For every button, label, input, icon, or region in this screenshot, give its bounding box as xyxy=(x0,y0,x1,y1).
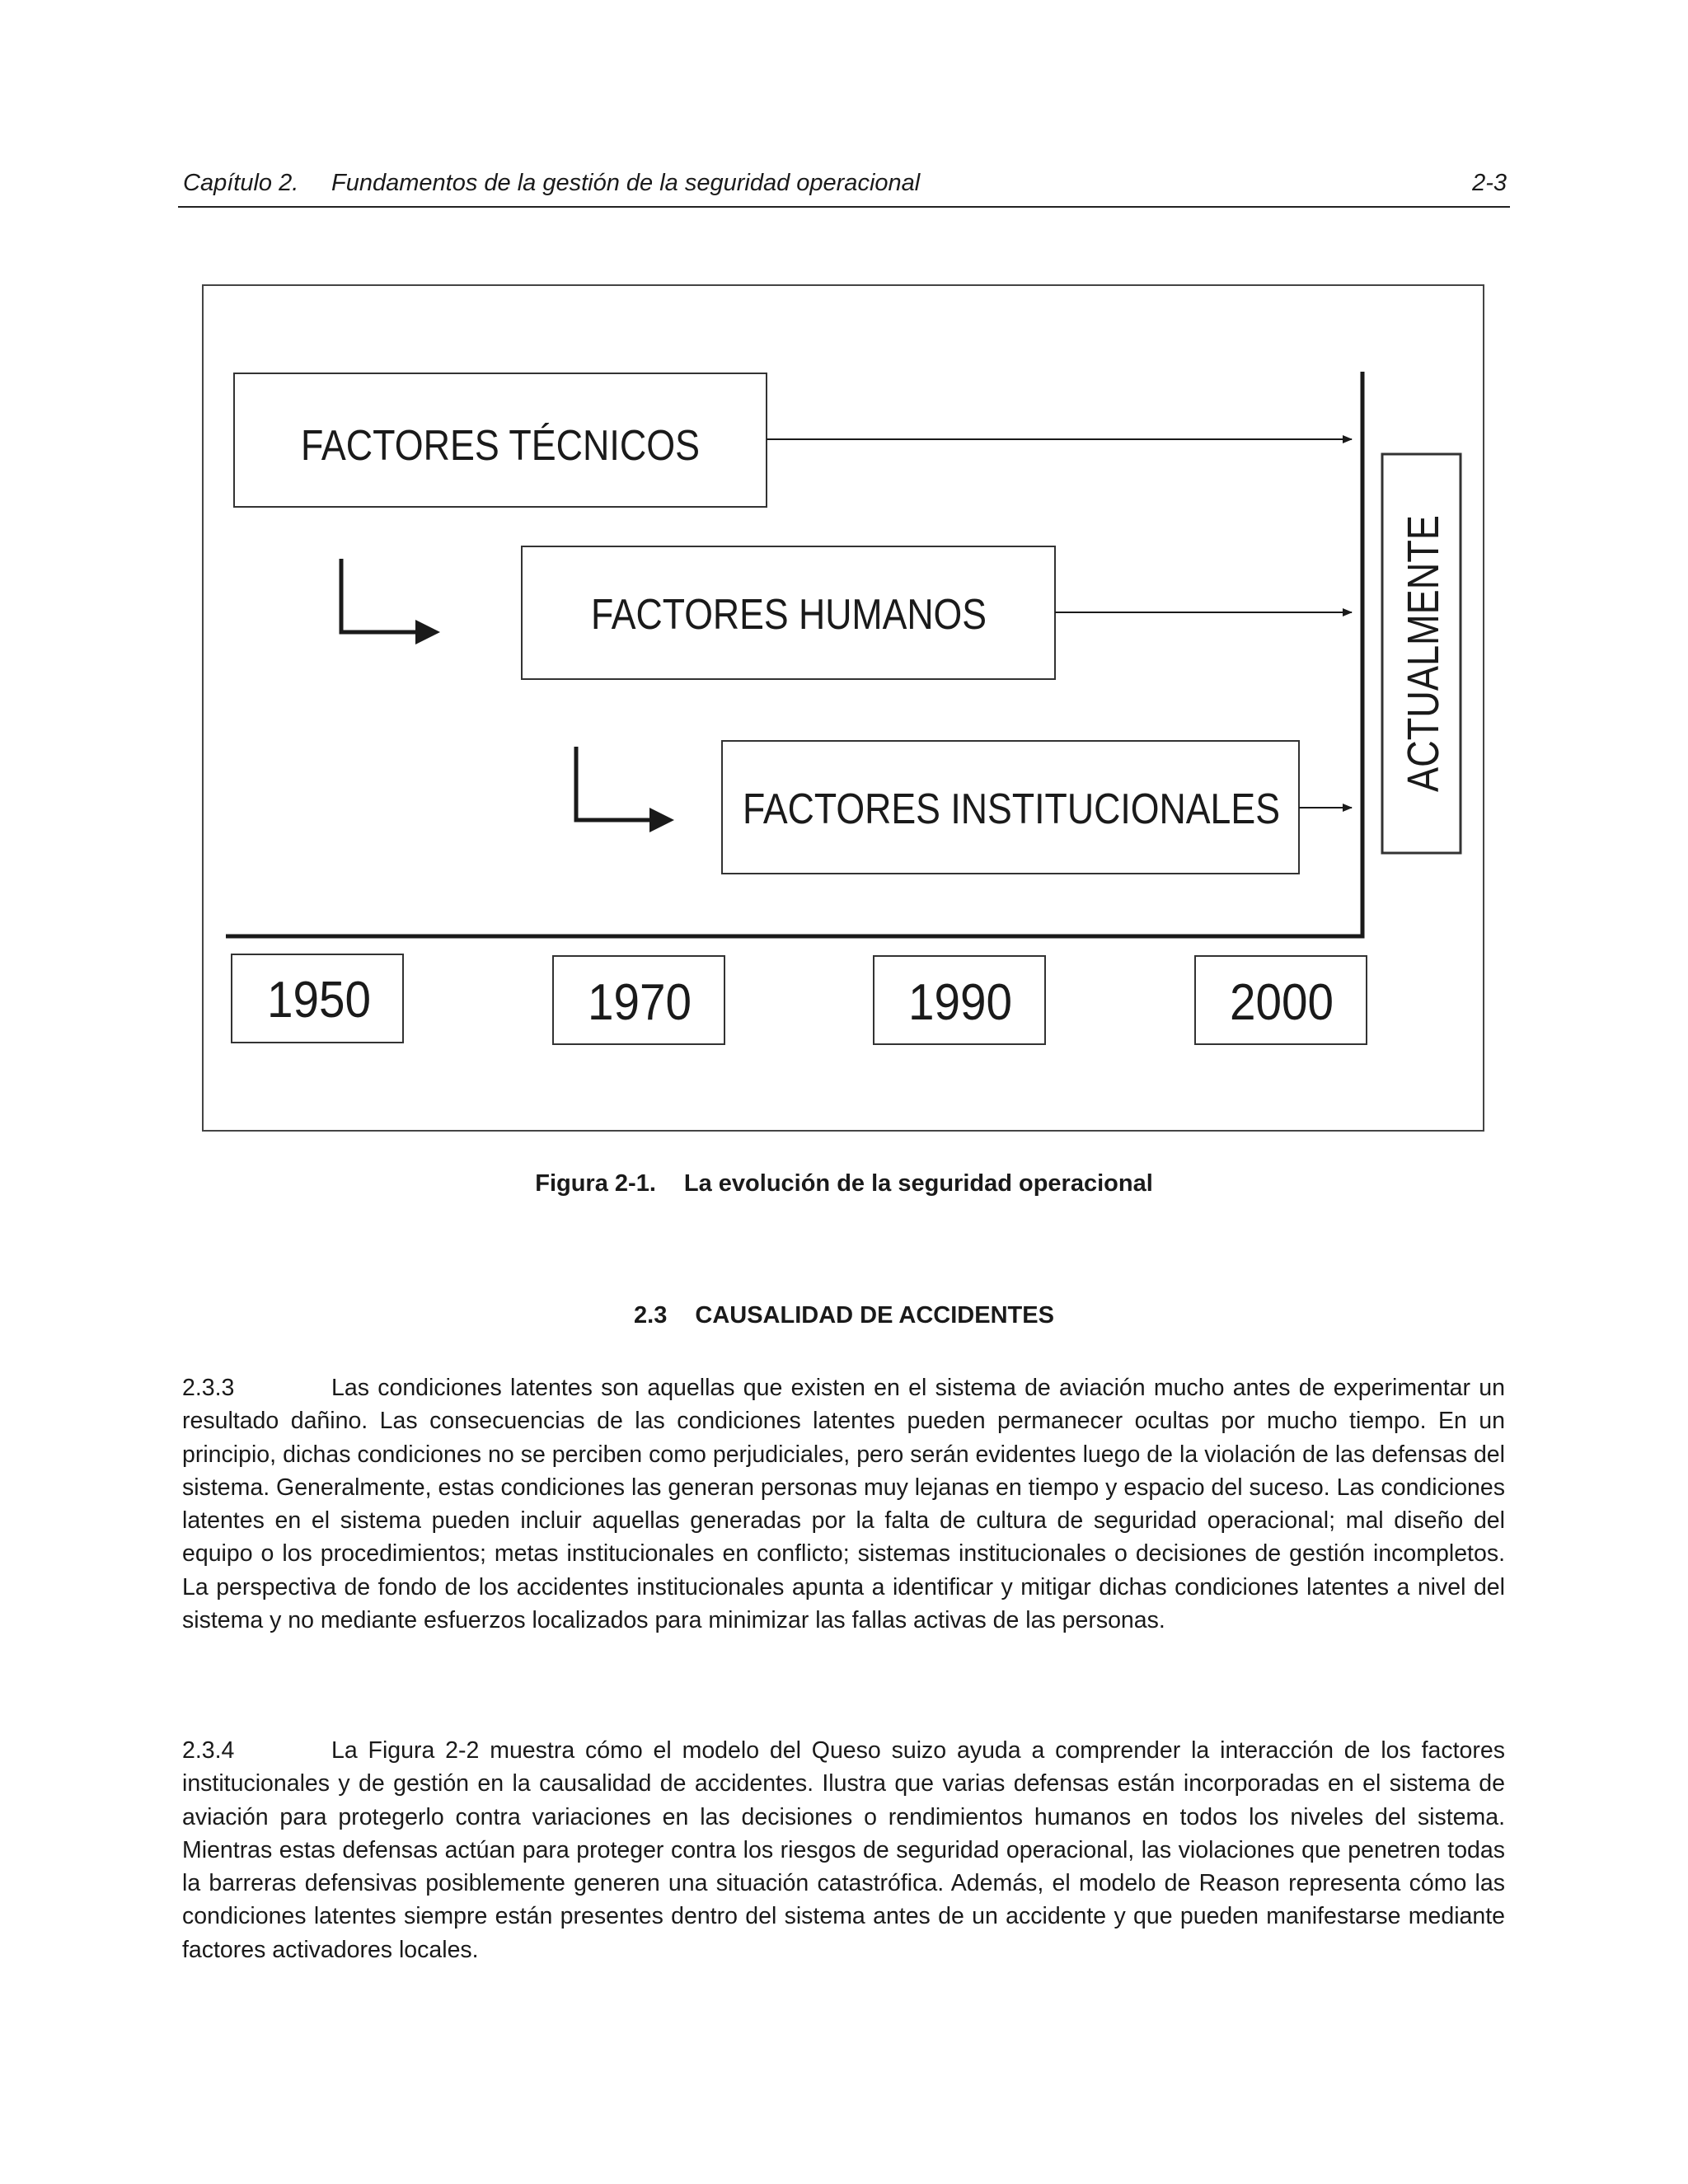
paragraph-2-3-4 xyxy=(182,1734,1505,1966)
paragraph-2-3-3 xyxy=(182,1371,1505,1637)
header-chapter: Capítulo 2. xyxy=(183,170,299,196)
figure-caption xyxy=(0,1170,1688,1197)
header-title: Fundamentos de la gestión de la seguridad operacional xyxy=(331,170,921,196)
section-title: CAUSALIDAD DE ACCIDENTES xyxy=(695,1302,1054,1329)
bent-arrow-1 xyxy=(341,559,440,644)
section-number: 2.3 xyxy=(634,1302,668,1329)
header-page-number: 2-3 xyxy=(1472,170,1507,196)
paragraph-number: 2.3.3 xyxy=(182,1375,235,1401)
paragraph-number: 2.3.4 xyxy=(182,1737,235,1764)
label-now: ACTUALMENTE xyxy=(1399,460,1448,792)
label-institutional-factors: FACTORES INSTITUCIONALES xyxy=(743,785,1280,833)
label-technical-factors: FACTORES TÉCNICOS xyxy=(301,422,700,470)
label-human-factors: FACTORES HUMANOS xyxy=(591,591,987,639)
year-label-1990: 1990 xyxy=(908,974,1012,1031)
figure-caption-text: La evolución de la seguridad operacional xyxy=(683,1170,1153,1197)
year-label-2000: 2000 xyxy=(1230,974,1334,1031)
figure-caption-number: Figura 2-1. xyxy=(535,1170,656,1197)
bent-arrow-2 xyxy=(576,747,674,832)
year-label-1970: 1970 xyxy=(588,974,692,1031)
paragraph-text: La Figura 2-2 muestra cómo el modelo del Queso suizo ayuda a comprender la interacción de los factores institucionales y de gestión en la causalidad de accidentes. Ilustra que varias defensas están incorporadas en el sistema de aviación para protegerlo contra variaciones en las decisiones o rendimientos humanos en todos los niveles del sistema. Mientras estas defensas actúan para proteger contra los riesgos de seguridad operacional, las violaciones que penetren todas la barreras defensivas posiblemente generen una situación catastrófica. Además, el modelo de Reason representa cómo las condiciones latentes siempre están presentes dentro del sistema antes de un accidente y que pueden manifestarse mediante factores activadores locales. xyxy=(182,1737,1505,1963)
year-label-1950: 1950 xyxy=(267,972,371,1029)
paragraph-text: Las condiciones latentes son aquellas que existen en el sistema de aviación mucho antes de experimentar un resultado dañino. Las consecuencias de las condiciones latentes pueden permanecer ocultas por mucho tiempo. En un principio, dichas condiciones no se perciben como perjudiciales, pero serán evidentes luego de la violación de las defensas del sistema. Generalmente, estas condiciones las generan personas muy lejanas en tiempo y espacio del suceso. Las condiciones latentes en el sistema pueden incluir aquellas generadas por la falta de cultura de seguridad operacional; mal diseño del equipo o los procedimientos; metas institucionales en conflicto; sistemas institucionales o decisiones de gestión incompletos. La perspectiva de fondo de los accidentes institucionales apunta a identificar y mitigar dichas condiciones latentes a nivel del sistema y no mediante esfuerzos localizados para minimizar las fallas activas de las personas. xyxy=(182,1375,1505,1634)
section-heading xyxy=(0,1302,1688,1329)
